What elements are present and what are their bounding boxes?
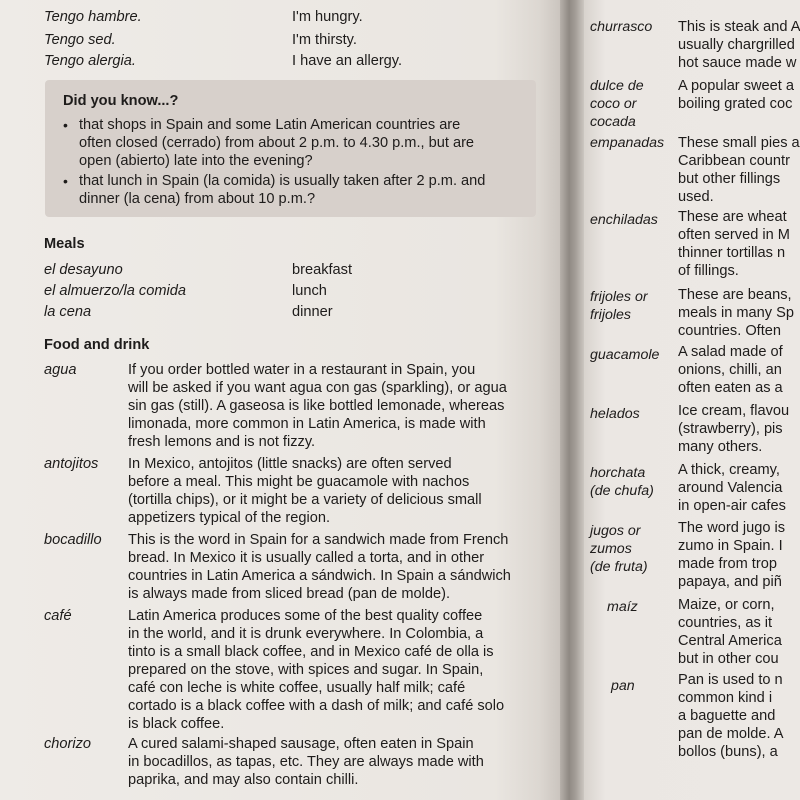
phrase-english: I'm thirsty. (292, 32, 357, 48)
glossary-line: pan de molde. A (678, 726, 784, 742)
phrase-row (44, 52, 554, 70)
glossary-line: A thick, creamy, (678, 462, 780, 478)
glossary-line: is always made from sliced bread (pan de molde). (128, 586, 451, 602)
glossary-line: in open-air cafes (678, 498, 786, 514)
glossary-line: thinner tortillas n (678, 245, 786, 261)
glossary-term: guacamole (590, 347, 660, 363)
glossary-term: dulce de (590, 78, 644, 94)
meal-english: dinner (292, 304, 333, 320)
glossary-term: zumos (590, 541, 632, 557)
glossary-line: often eaten as a (678, 380, 783, 396)
meal-spanish: el almuerzo/la comida (44, 283, 186, 299)
glossary-line: These are wheat (678, 209, 787, 225)
glossary-line: Ice cream, flavou (678, 403, 790, 419)
glossary-line: Caribbean countr (678, 153, 790, 169)
meal-row (44, 282, 554, 300)
did-you-know-line: dinner (la cena) from about 10 p.m.? (79, 191, 316, 207)
glossary-line: usually chargrilled (678, 37, 795, 53)
glossary-line: before a meal. This might be guacamole with nachos (128, 474, 470, 490)
meal-spanish: el desayuno (44, 262, 123, 278)
glossary-line: a baguette and (678, 708, 776, 724)
glossary-line: These are beans, (678, 287, 792, 303)
glossary-line: A salad made of (678, 344, 783, 360)
bullet-icon: • (63, 173, 68, 189)
glossary-term: jugos or (590, 523, 641, 539)
glossary-line: limonada, more common in Latin America, is made with (128, 416, 486, 432)
glossary-line: of fillings. (678, 263, 739, 279)
meal-row (44, 261, 554, 279)
glossary-line: These small pies a (678, 135, 800, 151)
glossary-term: cocada (590, 114, 636, 130)
glossary-line: will be asked if you want agua con gas (sparkling), or agua (128, 380, 507, 396)
glossary-term: bocadillo (44, 532, 102, 548)
glossary-line: prepared on the stove, with spices and sugar. In Spain, (128, 662, 484, 678)
glossary-line: (strawberry), pis (678, 421, 783, 437)
glossary-line: zumo in Spain. I (678, 538, 783, 554)
glossary-term: antojitos (44, 456, 99, 472)
phrase-spanish: Tengo alergia. (44, 53, 136, 69)
glossary-line: café con leche is white coffee, usually half milk; café (128, 680, 466, 696)
phrase-row (44, 31, 554, 49)
meal-spanish: la cena (44, 304, 92, 320)
glossary-term: empanadas (590, 135, 665, 151)
glossary-line: bread. In Mexico it is usually called a torta, and in other (128, 550, 485, 566)
glossary-term: maíz (607, 599, 638, 615)
glossary-line: appetizers typical of the region. (128, 510, 330, 526)
did-you-know-title: Did you know...? (63, 93, 179, 109)
glossary-line: paprika, and may also contain chilli. (128, 772, 359, 788)
glossary-line: papaya, and piñ (678, 574, 782, 590)
glossary-term: pan (611, 678, 635, 694)
meal-english: breakfast (292, 262, 353, 278)
glossary-line: sin gas (still). A gaseosa is like bottled lemonade, whereas (128, 398, 505, 414)
did-you-know-line: that lunch in Spain (la comida) is usually taken after 2 p.m. and (79, 173, 486, 189)
food-heading: Food and drink (44, 337, 150, 353)
meal-english: lunch (292, 283, 327, 299)
glossary-line: boiling grated coc (678, 96, 793, 112)
phrase-english: I have an allergy. (292, 53, 403, 69)
glossary-line: cortado is a black coffee with a dash of milk; and café solo (128, 698, 505, 714)
glossary-line: in the world, and it is drunk everywhere. In Colombia, a (128, 626, 484, 642)
glossary-term: helados (590, 406, 640, 422)
phrase-row (44, 8, 554, 26)
meal-row (44, 303, 554, 321)
did-you-know-line: open (abierto) late into the evening? (79, 153, 313, 169)
glossary-line: often served in M (678, 227, 790, 243)
phrase-english: I'm hungry. (292, 9, 363, 25)
glossary-line: in bocadillos, as tapas, etc. They are always made with (128, 754, 484, 770)
glossary-line: Maize, or corn, (678, 597, 775, 613)
glossary-line: fresh lemons and is not fizzy. (128, 434, 316, 450)
glossary-line: Central America (678, 633, 782, 649)
glossary-term: (de chufa) (590, 483, 654, 499)
glossary-line: countries. Often (678, 323, 782, 339)
glossary-line: Latin America produces some of the best quality coffee (128, 608, 483, 624)
bullet-icon: • (63, 117, 68, 133)
glossary-line: A popular sweet a (678, 78, 795, 94)
glossary-line: but in other cou (678, 651, 779, 667)
glossary-line: around Valencia (678, 480, 783, 496)
glossary-term: café (44, 608, 72, 624)
glossary-line: A cured salami-shaped sausage, often eaten in Spain (128, 736, 474, 752)
glossary-line: many others. (678, 439, 763, 455)
glossary-line: If you order bottled water in a restaurant in Spain, you (128, 362, 476, 378)
glossary-line: hot sauce made w (678, 55, 797, 71)
glossary-line: (tortilla chips), or it might be a variety of delicious small (128, 492, 482, 508)
glossary-term: chorizo (44, 736, 92, 752)
glossary-line: tinto is a small black coffee, and in Mexico café de olla is (128, 644, 494, 660)
glossary-line: meals in many Sp (678, 305, 794, 321)
glossary-term: churrasco (590, 19, 653, 35)
book-gutter (560, 0, 586, 800)
glossary-term: agua (44, 362, 77, 378)
glossary-line: The word jugo is (678, 520, 786, 536)
glossary-line: countries, as it (678, 615, 773, 631)
glossary-line: common kind i (678, 690, 773, 706)
glossary-term: enchiladas (590, 212, 658, 228)
did-you-know-line: that shops in Spain and some Latin American countries are (79, 117, 461, 133)
did-you-know-box (45, 80, 536, 217)
glossary-line: used. (678, 189, 714, 205)
glossary-term: frijoles (590, 307, 631, 323)
glossary-line: is black coffee. (128, 716, 225, 732)
glossary-line: In Mexico, antojitos (little snacks) are often served (128, 456, 452, 472)
phrase-spanish: Tengo hambre. (44, 9, 142, 25)
glossary-term: (de fruta) (590, 559, 648, 575)
glossary-term: coco or (590, 96, 637, 112)
phrase-spanish: Tengo sed. (44, 32, 116, 48)
meals-heading: Meals (44, 236, 85, 252)
glossary-line: made from trop (678, 556, 777, 572)
glossary-line: This is steak and A (678, 19, 800, 35)
did-you-know-line: often closed (cerrado) from about 2 p.m. to 4.30 p.m., but are (79, 135, 475, 151)
glossary-line: but other fillings (678, 171, 781, 187)
glossary-line: countries in Latin America a sándwich. In Spain a sándwich (128, 568, 511, 584)
glossary-line: Pan is used to n (678, 672, 783, 688)
glossary-term: horchata (590, 465, 646, 481)
glossary-line: This is the word in Spain for a sandwich made from French (128, 532, 509, 548)
glossary-line: onions, chilli, an (678, 362, 782, 378)
glossary-term: frijoles or (590, 289, 648, 305)
glossary-line: bollos (buns), a (678, 744, 778, 760)
